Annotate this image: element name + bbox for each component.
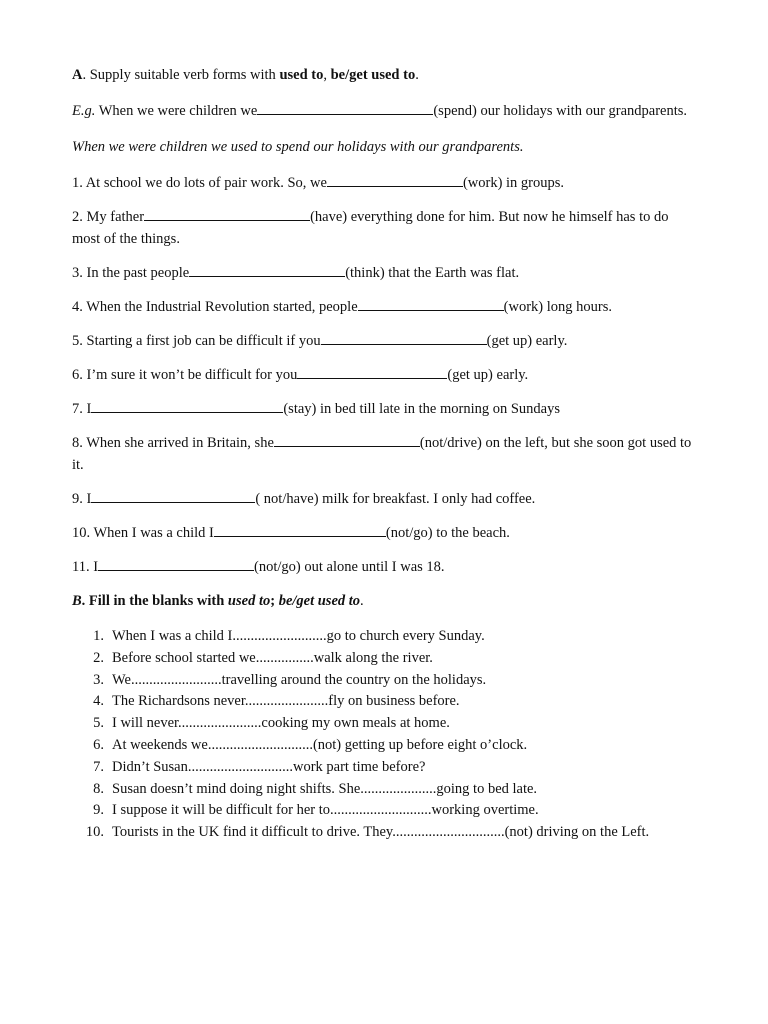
list-item-text: Before school started we................walk along the river. [112,649,433,666]
section-b-list [72,626,696,844]
item-blank[interactable] [214,522,386,537]
item-text-before: 6. I’m sure it won’t be difficult for you [72,367,298,383]
list-item-number: 2. [93,649,104,666]
item-text-before: 8. When she arrived in Britain, she [72,435,274,451]
section-a-item [72,330,696,352]
section-a-item [72,556,696,578]
section-a-item [72,206,696,250]
item-text-after: (get up) early. [447,367,529,383]
section-b-heading [72,590,696,612]
list-item [72,822,696,844]
example-text-before: When we were children we [95,103,258,119]
section-a-separator: , [323,67,331,83]
item-text-before: 11. I [72,559,99,575]
list-item-number: 5. [93,715,104,732]
item-text-before: 4. When the Industrial Revolution started, people [72,299,358,315]
list-item-text: Tourists in the UK find it difficult to drive. They...............................(not) driving on the Left. [112,824,650,841]
list-item-text: When I was a child I..........................go to church every Sunday. [112,628,485,644]
item-blank[interactable] [98,556,254,571]
section-a-example [72,100,696,122]
list-item-text: I will never.......................cooking my own meals at home. [112,715,450,732]
item-blank[interactable] [327,172,463,187]
list-item-number: 7. [93,758,104,775]
item-text-before: 3. In the past people [72,265,190,281]
item-text-after: (not/drive) on the left, but she soon got used to it. [72,435,692,473]
item-text-after: (get up) early. [486,333,568,349]
section-a-heading [72,64,696,86]
item-text-after: (not/go) to the beach. [385,525,510,541]
list-item [72,626,696,648]
item-blank[interactable] [189,262,345,277]
item-text-before: 10. When I was a child I [72,525,214,541]
section-a-letter: A [72,67,83,83]
item-text-after: (work) long hours. [503,299,612,315]
list-item [72,735,696,757]
section-a-item [72,296,696,318]
list-item-text: Didn’t Susan.............................work part time before? [112,758,426,775]
item-text-after: (not/go) out alone until I was 18. [254,559,445,575]
example-blank[interactable] [257,100,433,115]
list-item [72,800,696,822]
list-item [72,713,696,735]
example-label: E.g. [72,103,96,119]
section-a-item [72,522,696,544]
list-item [72,648,696,670]
item-blank[interactable] [358,296,504,311]
list-item-text: The Richardsons never.......................fly on business before. [112,693,460,710]
list-item [72,779,696,801]
item-text-after: (stay) in bed till late in the morning on Sundays [283,401,561,417]
item-text-after: (work) in groups. [462,175,565,191]
item-text-before: 9. I [72,491,92,507]
list-item-text: At weekends we.............................(not) getting up before eight o’clock. [112,736,528,753]
section-a-item [72,364,696,386]
list-item [72,757,696,779]
section-a-period: . [415,67,419,83]
list-item-text: Susan doesn’t mind doing night shifts. She.....................going to bed late. [112,780,538,797]
item-blank[interactable] [91,398,283,413]
section-a-item [72,398,696,420]
item-text-before: 7. I [72,401,92,417]
item-blank[interactable] [91,488,255,503]
section-a-item [72,172,696,194]
item-text-after: (have) everything done for him. But now he himself has to do most of the things. [72,209,669,247]
section-a-item [72,488,696,510]
list-item-text: I suppose it will be difficult for her to............................working overtime. [112,802,539,819]
item-text-before: 5. Starting a first job can be difficult if you [72,333,321,349]
section-a-term-used-to: used to [279,67,324,83]
section-a-example-answer: When we were children we used to spend our holidays with our grandparents. [72,139,524,155]
section-a-item [72,432,696,476]
list-item-text: We.........................travelling around the country on the holidays. [112,671,487,688]
section-b-letter: B [72,593,82,609]
section-b-period: . [360,593,364,609]
section-b-instruction: . Fill in the blanks with [81,593,228,609]
list-item-number: 4. [93,693,104,710]
item-blank[interactable] [321,330,487,345]
list-item-number: 10. [85,824,104,841]
list-item-number: 3. [93,671,104,688]
section-a-item [72,262,696,284]
section-b-term-be-get-used-to: be/get used to [278,593,361,609]
example-text-after: (spend) our holidays with our grandparents. [433,103,688,119]
list-item-number: 8. [93,780,104,797]
list-item [72,691,696,713]
item-text-before: 2. My father [72,209,145,225]
list-item [72,670,696,692]
item-blank[interactable] [144,206,310,221]
section-a-instruction: . Supply suitable verb forms with [82,67,280,83]
item-text-after: (think) that the Earth was flat. [345,265,520,281]
item-text-after: ( not/have) milk for breakfast. I only had coffee. [255,491,536,507]
item-blank[interactable] [297,364,447,379]
item-blank[interactable] [274,432,420,447]
section-b-separator: ; [270,593,279,609]
list-item-number: 9. [93,802,104,819]
list-item-number: 1. [93,628,104,644]
section-b-term-used-to: used to [227,593,271,609]
item-text-before: 1. At school we do lots of pair work. So, we [72,175,327,191]
list-item-number: 6. [93,736,104,753]
section-a-term-be-get-used-to: be/get used to [330,67,416,83]
